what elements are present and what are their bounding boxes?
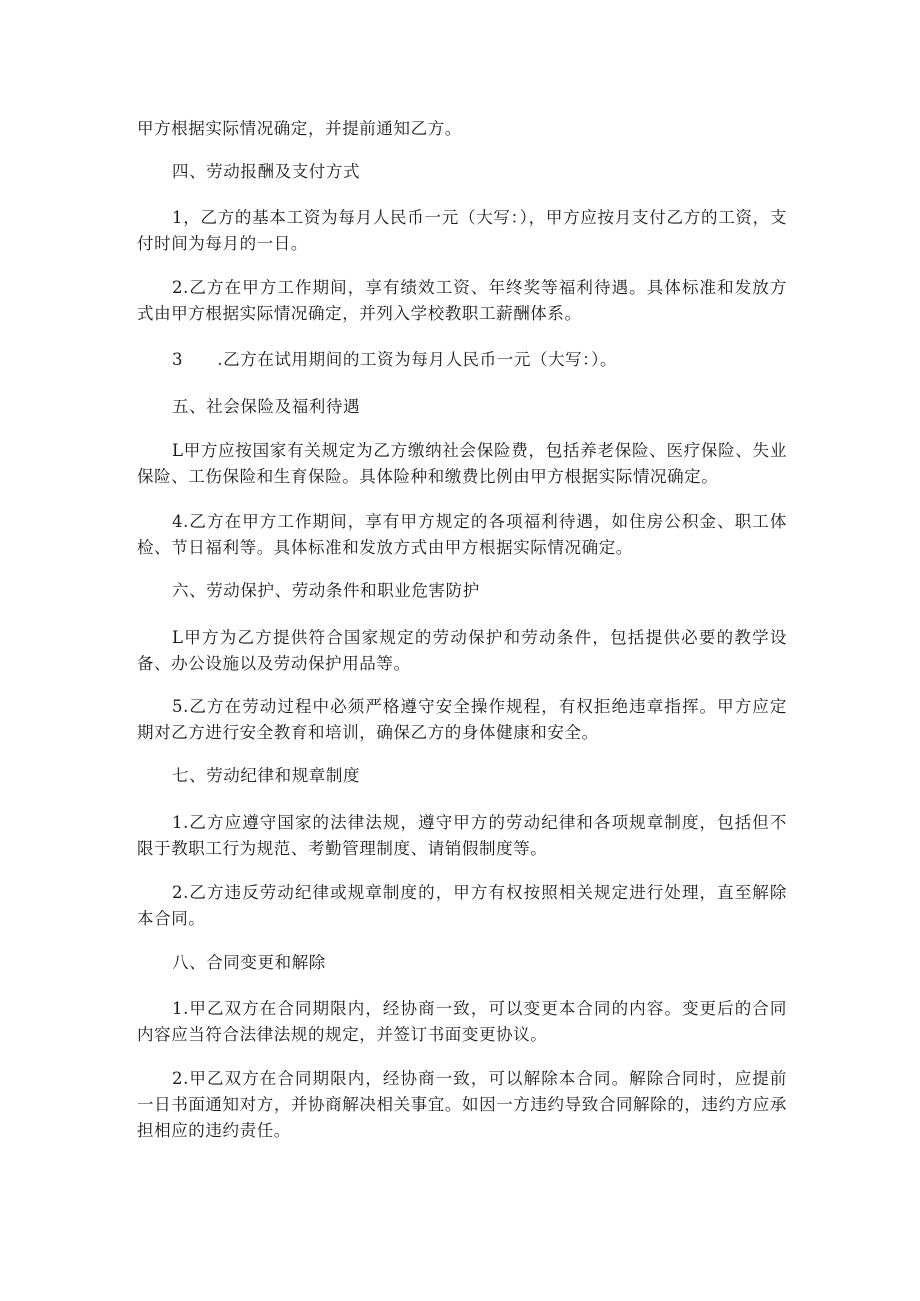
clause-8-1: 1.甲乙双方在合同期限内，经协商一致，可以变更本合同的内容。变更后的合同内容应当符合法律法规的规定，并签订书面变更协议。 <box>137 999 787 1044</box>
clause-7-1: 1.乙方应遵守国家的法律法规，遵守甲方的劳动纪律和各项规章制度，包括但不限于教职工行为规范、考勤管理制度、请销假制度等。 <box>137 813 787 858</box>
clause-4-3: 3 .乙方在试用期间的工资为每月人民币一元（大写：）。 <box>172 350 618 369</box>
clause-7-2: 2.乙方违反劳动纪律或规章制度的，甲方有权按照相关规定进行处理，直至解除本合同。 <box>137 883 787 928</box>
section-heading-4: 四、劳动报酬及支付方式 <box>172 162 361 181</box>
clause-6-1: L甲方为乙方提供符合国家规定的劳动保护和劳动条件，包括提供必要的教学设备、办公设施以及劳动保护用品等。 <box>137 628 787 673</box>
clause-4-2: 2.乙方在甲方工作期间，享有绩效工资、年终奖等福利待遇。具体标准和发放方式由甲方根据实际情况确定，并列入学校教职工薪酬体系。 <box>137 278 787 323</box>
paragraph-continuation: 甲方根据实际情况确定，并提前通知乙方。 <box>137 119 462 138</box>
clause-8-2: 2.甲乙双方在合同期限内，经协商一致，可以解除本合同。解除合同时，应提前一日书面通知对方，并协商解决相关事宜。如因一方违约导致合同解除的，违约方应承担相应的违约责任。 <box>137 1069 787 1140</box>
section-heading-6: 六、劳动保护、劳动条件和职业危害防护 <box>172 581 480 600</box>
section-heading-8: 八、合同变更和解除 <box>172 953 326 972</box>
clause-5-2: 4.乙方在甲方工作期间，享有甲方规定的各项福利待遇，如住房公积金、职工体检、节日福利等。具体标准和发放方式由甲方根据实际情况确定。 <box>137 512 787 557</box>
section-heading-7: 七、劳动纪律和规章制度 <box>172 766 361 785</box>
clause-5-1: L甲方应按国家有关规定为乙方缴纳社会保险费，包括养老保险、医疗保险、失业保险、工伤保险和生育保险。具体险种和缴费比例由甲方根据实际情况确定。 <box>137 441 787 486</box>
section-heading-5: 五、社会保险及福利待遇 <box>172 397 361 416</box>
clause-4-1: 1，乙方的基本工资为每月人民币一元（大写：），甲方应按月支付乙方的工资，支付时间为每月的一日。 <box>137 208 787 253</box>
clause-6-2: 5.乙方在劳动过程中必须严格遵守安全操作规程，有权拒绝违章指挥。甲方应定期对乙方进行安全教育和培训，确保乙方的身体健康和安全。 <box>137 697 787 742</box>
